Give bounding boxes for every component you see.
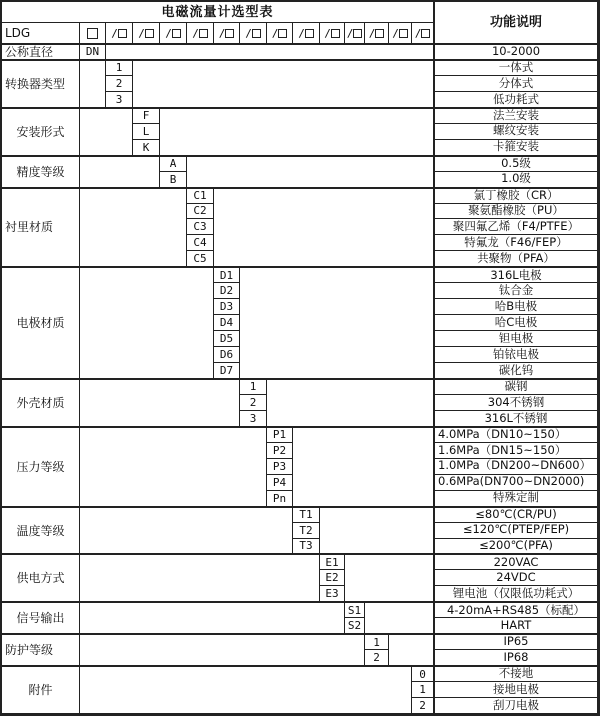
desc-cell: 卡箍安装 xyxy=(434,140,598,156)
code-cell: C4 xyxy=(187,235,214,251)
code-cell: D6 xyxy=(214,347,240,363)
function-header: 功能说明 xyxy=(434,2,598,44)
ldg-first-box-cell xyxy=(80,23,106,44)
desc-cell: 220VAC xyxy=(434,554,598,570)
ldg-box-cell: / xyxy=(133,23,160,44)
desc-cell: ≤120℃(PTEP/FEP) xyxy=(434,523,598,539)
empty-cell xyxy=(80,427,267,507)
section-label: 压力等级 xyxy=(2,427,80,507)
section-label: 温度等级 xyxy=(2,507,80,555)
desc-cell: 铂铱电极 xyxy=(434,347,598,363)
desc-cell: 法兰安装 xyxy=(434,108,598,124)
section-label: 外壳材质 xyxy=(2,379,80,427)
code-cell: 1 xyxy=(240,379,267,395)
desc-cell: 接地电极 xyxy=(434,682,598,698)
empty-cell xyxy=(80,188,187,268)
code-cell: 1 xyxy=(106,60,133,76)
code-cell: A xyxy=(160,156,187,172)
code-cell: E3 xyxy=(320,586,345,602)
code-cell: T1 xyxy=(293,507,320,523)
ldg-box-cell: / xyxy=(160,23,187,44)
checkbox-glyph xyxy=(145,29,154,38)
desc-cell: 共聚物（PFA） xyxy=(434,251,598,267)
section-label: 防护等级 xyxy=(2,634,80,666)
empty-cell xyxy=(80,666,412,714)
desc-cell: 1.0MPa（DN200~DN600） xyxy=(434,459,598,475)
checkbox-glyph xyxy=(118,29,127,38)
code-cell: D3 xyxy=(214,299,240,315)
empty-cell xyxy=(80,634,365,666)
desc-cell: 聚四氟乙烯（F4/PTFE） xyxy=(434,219,598,235)
checkbox-glyph xyxy=(331,29,340,38)
desc-cell: 316L电极 xyxy=(434,267,598,283)
ldg-box-cell: / xyxy=(412,23,434,44)
desc-cell: ≤80℃(CR/PU) xyxy=(434,507,598,523)
empty-cell xyxy=(80,507,293,555)
code-cell: D7 xyxy=(214,363,240,379)
code-cell: 2 xyxy=(365,650,389,666)
desc-cell: 分体式 xyxy=(434,76,598,92)
checkbox-glyph xyxy=(421,29,430,38)
code-cell: DN xyxy=(80,44,106,60)
desc-cell: 聚氨酯橡胶（PU） xyxy=(434,204,598,220)
code-cell: 2 xyxy=(240,395,267,411)
code-cell: 2 xyxy=(412,698,434,714)
empty-cell xyxy=(80,379,240,427)
code-cell: D5 xyxy=(214,331,240,347)
table-title: 电磁流量计选型表 xyxy=(2,2,434,23)
code-cell: 2 xyxy=(106,76,133,92)
section-label: 信号输出 xyxy=(2,602,80,634)
empty-cell xyxy=(106,44,434,60)
section-label: 衬里材质 xyxy=(2,188,80,268)
desc-cell: 0.5级 xyxy=(434,156,598,172)
code-cell: L xyxy=(133,124,160,140)
code-cell: P4 xyxy=(267,475,293,491)
desc-cell: 特殊定制 xyxy=(434,491,598,507)
code-cell: D4 xyxy=(214,315,240,331)
ldg-box-cell: / xyxy=(389,23,412,44)
code-cell: B xyxy=(160,172,187,188)
desc-cell: 1.6MPa（DN15~150） xyxy=(434,443,598,459)
desc-cell: 哈B电极 xyxy=(434,299,598,315)
code-cell: 0 xyxy=(412,666,434,682)
ldg-box-cell: / xyxy=(106,23,133,44)
desc-cell: 4-20mA+RS485（标配） xyxy=(434,602,598,618)
ldg-box-cell: / xyxy=(293,23,320,44)
checkbox-glyph xyxy=(199,29,208,38)
ldg-box-cell: / xyxy=(345,23,365,44)
desc-cell: 一体式 xyxy=(434,60,598,76)
code-cell: 3 xyxy=(240,411,267,427)
section-label: 公称直径 xyxy=(2,44,80,60)
code-cell: D1 xyxy=(214,267,240,283)
code-cell: 1 xyxy=(365,634,389,650)
desc-cell: 低功耗式 xyxy=(434,92,598,108)
desc-cell: IP68 xyxy=(434,650,598,666)
ldg-box-cell: / xyxy=(187,23,214,44)
code-cell: P1 xyxy=(267,427,293,443)
desc-cell: 0.6MPa(DN700~DN2000) xyxy=(434,475,598,491)
checkbox-glyph xyxy=(225,29,234,38)
checkbox-glyph xyxy=(87,28,98,39)
empty-cell xyxy=(267,379,434,427)
empty-cell xyxy=(133,60,434,108)
desc-cell: 哈C电极 xyxy=(434,315,598,331)
code-cell: D2 xyxy=(214,283,240,299)
code-cell: C2 xyxy=(187,204,214,220)
empty-cell xyxy=(293,427,434,507)
ldg-box-cell: / xyxy=(240,23,267,44)
code-cell: C3 xyxy=(187,219,214,235)
empty-cell xyxy=(320,507,434,555)
desc-cell: 24VDC xyxy=(434,570,598,586)
desc-cell: 氯丁橡胶（CR） xyxy=(434,188,598,204)
empty-cell xyxy=(345,554,434,602)
desc-cell: 钽电极 xyxy=(434,331,598,347)
empty-cell xyxy=(389,634,434,666)
checkbox-glyph xyxy=(172,29,181,38)
code-cell: E2 xyxy=(320,570,345,586)
ldg-box-cell: / xyxy=(214,23,240,44)
code-cell: C5 xyxy=(187,251,214,267)
code-cell: F xyxy=(133,108,160,124)
code-cell: S1 xyxy=(345,602,365,618)
ldg-label: LDG xyxy=(2,23,80,44)
ldg-box-cell: / xyxy=(267,23,293,44)
desc-cell: 1.0级 xyxy=(434,172,598,188)
code-cell: 1 xyxy=(412,682,434,698)
desc-cell: 钛合金 xyxy=(434,283,598,299)
code-cell: P3 xyxy=(267,459,293,475)
ldg-box-cell: / xyxy=(365,23,389,44)
checkbox-glyph xyxy=(353,29,362,38)
code-cell: P2 xyxy=(267,443,293,459)
empty-cell xyxy=(80,60,106,108)
section-label: 安装形式 xyxy=(2,108,80,156)
section-label: 供电方式 xyxy=(2,554,80,602)
code-cell: S2 xyxy=(345,618,365,634)
code-cell: Pn xyxy=(267,491,293,507)
desc-cell: 碳化钨 xyxy=(434,363,598,379)
checkbox-glyph xyxy=(278,29,287,38)
desc-cell: IP65 xyxy=(434,634,598,650)
empty-cell xyxy=(80,267,214,379)
empty-cell xyxy=(187,156,434,188)
empty-cell xyxy=(240,267,434,379)
section-label: 附件 xyxy=(2,666,80,714)
desc-cell: 304不锈钢 xyxy=(434,395,598,411)
empty-cell xyxy=(80,554,320,602)
desc-cell: 10-2000 xyxy=(434,44,598,60)
checkbox-glyph xyxy=(375,29,384,38)
desc-cell: 碳钢 xyxy=(434,379,598,395)
desc-cell: 刮刀电极 xyxy=(434,698,598,714)
desc-cell: 螺纹安装 xyxy=(434,124,598,140)
code-cell: T3 xyxy=(293,539,320,555)
checkbox-glyph xyxy=(305,29,314,38)
code-cell: K xyxy=(133,140,160,156)
code-cell: C1 xyxy=(187,188,214,204)
desc-cell: HART xyxy=(434,618,598,634)
desc-cell: 4.0MPa（DN10~150） xyxy=(434,427,598,443)
desc-cell: 特氟龙（F46/FEP） xyxy=(434,235,598,251)
ldg-box-cell: / xyxy=(320,23,345,44)
code-cell: T2 xyxy=(293,523,320,539)
empty-cell xyxy=(160,108,434,156)
desc-cell: 锂电池（仅限低功耗式） xyxy=(434,586,598,602)
desc-cell: ≤200℃(PFA) xyxy=(434,539,598,555)
code-cell: 3 xyxy=(106,92,133,108)
section-label: 转换器类型 xyxy=(2,60,80,108)
section-label: 精度等级 xyxy=(2,156,80,188)
section-label: 电极材质 xyxy=(2,267,80,379)
empty-cell xyxy=(80,108,133,156)
checkbox-glyph xyxy=(252,29,261,38)
empty-cell xyxy=(80,156,160,188)
desc-cell: 316L不锈钢 xyxy=(434,411,598,427)
empty-cell xyxy=(365,602,434,634)
empty-cell xyxy=(214,188,434,268)
checkbox-glyph xyxy=(399,29,408,38)
code-cell: E1 xyxy=(320,554,345,570)
empty-cell xyxy=(80,602,345,634)
desc-cell: 不接地 xyxy=(434,666,598,682)
